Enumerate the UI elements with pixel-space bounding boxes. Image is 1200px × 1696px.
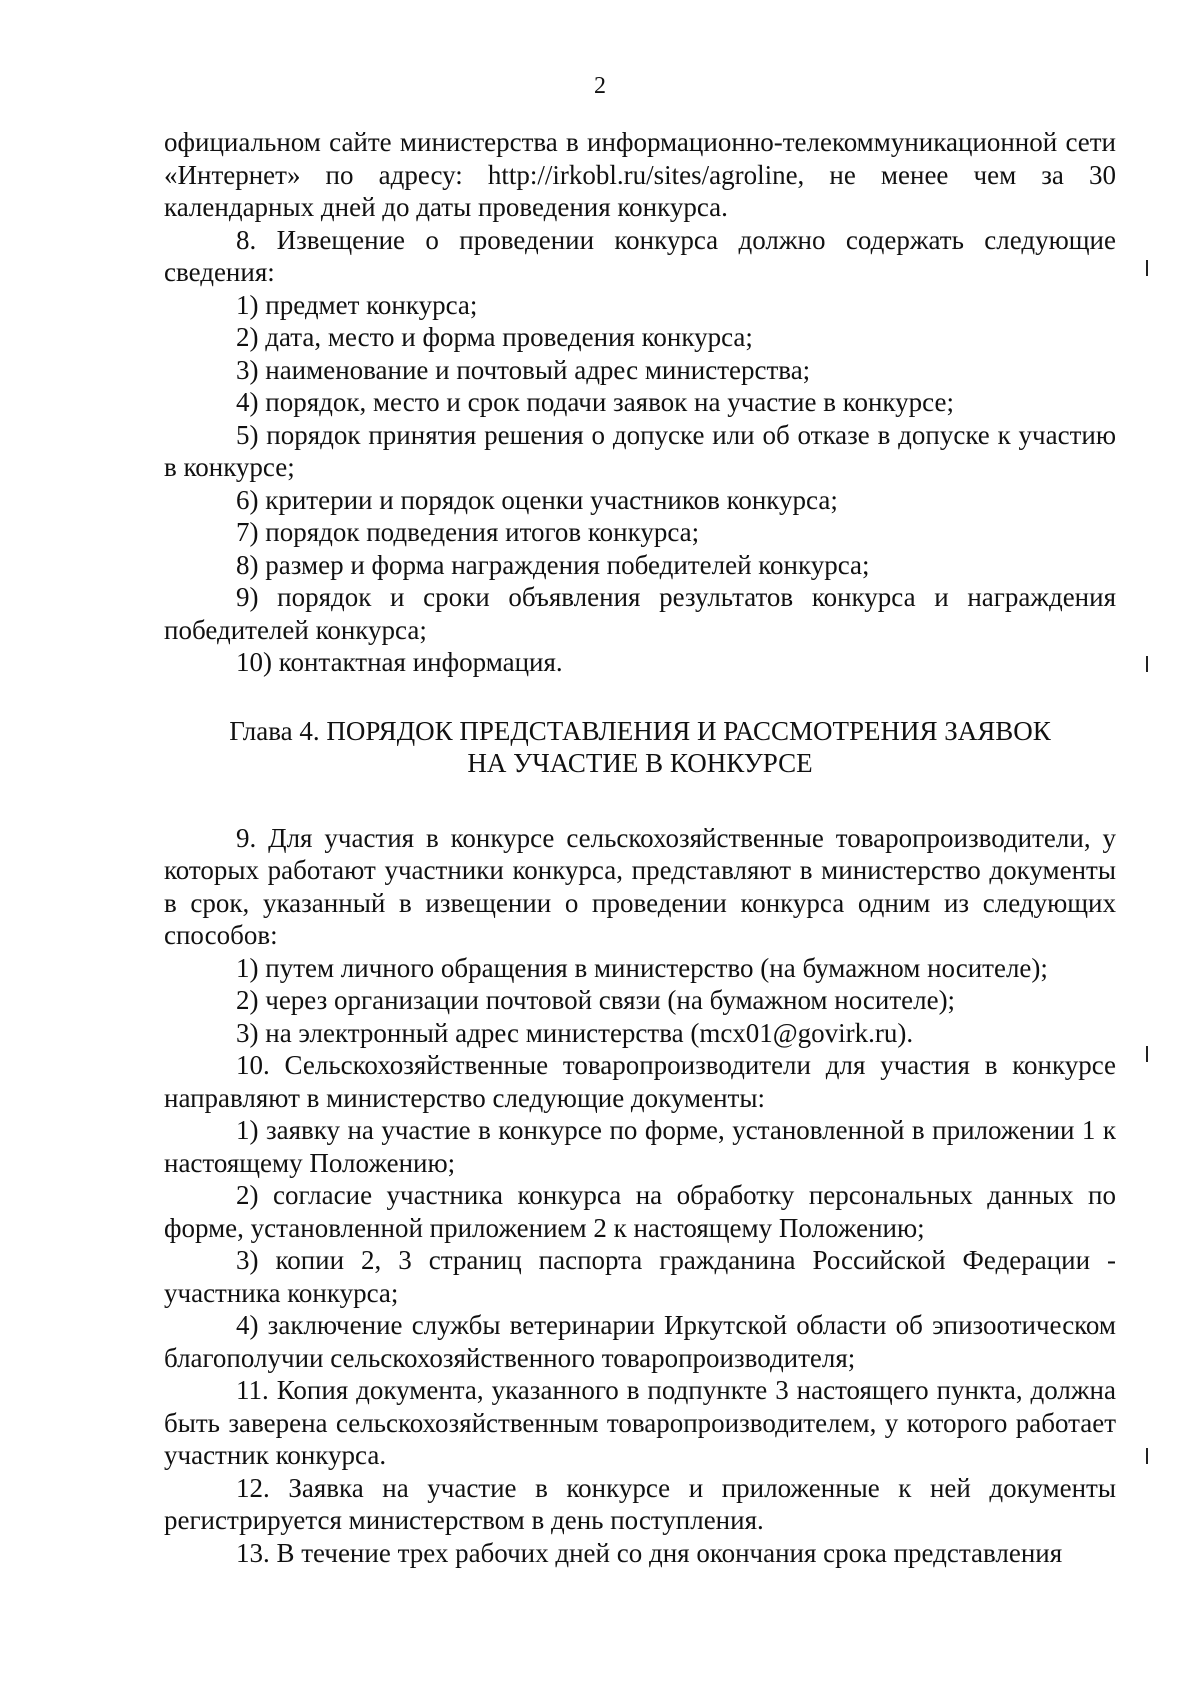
paragraph: 3) наименование и почтовый адрес министерства; (236, 354, 811, 385)
chapter-heading-line-1: Глава 4. ПОРЯДОК ПРЕДСТАВЛЕНИЯ И РАССМОТРЕНИЯ ЗАЯВОК (229, 715, 1051, 746)
chapter-heading (164, 715, 1116, 780)
paragraph: 5) порядок принятия решения о допуске или об отказе в допуске к участию в конкурсе; (164, 419, 1116, 482)
paragraph: 2) дата, место и форма проведения конкурса; (236, 322, 753, 352)
paragraph: 8. Извещение о проведении конкурса должно содержать следующие сведения: (164, 224, 1116, 287)
scan-margin-mark (1146, 1046, 1148, 1062)
paragraph: 10. Сельскохозяйственные товаропроизводители для участия в конкурсе направляют в министерство следующие документы: (164, 1050, 1116, 1113)
paragraph: 2) через организации почтовой связи (на бумажном носителе); (236, 985, 956, 1015)
scan-margin-mark (1146, 1448, 1148, 1464)
section-notice-requirements (164, 126, 1116, 679)
paragraph: 9. Для участия в конкурсе сельскохозяйственные товаропроизводители, у которых работают участники конкурса, представляют в министерство документы в срок, указанный в извещении о проведении конкурса одним из следующих способов: (164, 822, 1116, 950)
paragraph: 1) заявку на участие в конкурсе по форме, установленной в приложении 1 к настоящему Положению; (164, 1115, 1116, 1178)
paragraph: 4) порядок, место и срок подачи заявок на участие в конкурсе; (236, 387, 954, 417)
paragraph: 2) согласие участника конкурса на обработку персональных данных по форме, установленной приложением 2 к настоящему Положению; (164, 1180, 1116, 1243)
paragraph: 12. Заявка на участие в конкурсе и приложенные к ней документы регистрируется министерством в день поступления. (164, 1472, 1116, 1535)
chapter-heading-line-2: НА УЧАСТИЕ В КОНКУРСЕ (467, 748, 813, 778)
paragraph: 10) контактная информация. (236, 647, 563, 677)
paragraph: 4) заключение службы ветеринарии Иркутской области об эпизоотическом благополучии сельскохозяйственного товаропроизводителя; (164, 1310, 1116, 1373)
scan-margin-mark (1146, 260, 1148, 276)
paragraph: 3) на электронный адрес министерства (mcx01@govirk.ru). (236, 1017, 914, 1048)
page-number: 2 (594, 73, 606, 99)
paragraph: 1) предмет конкурса; (236, 289, 478, 320)
section-application-procedure (164, 822, 1116, 1570)
paragraph: 9) порядок и сроки объявления результатов конкурса и награждения победителей конкурса; (164, 582, 1116, 645)
paragraph: официальном сайте министерства в информационно-телекоммуникационной сети «Интернет» по адресу: http://irkobl.ru/sites/agroline, не менее чем за 30 календарных дней до даты проведения конкурса. (164, 127, 1116, 222)
paragraph: 6) критерии и порядок оценки участников конкурса; (236, 484, 838, 515)
paragraph: 1) путем личного обращения в министерство (на бумажном носителе); (236, 952, 1048, 983)
document-body (164, 126, 1116, 1569)
paragraph: 7) порядок подведения итогов конкурса; (236, 517, 700, 547)
paragraph: 11. Копия документа, указанного в подпункте 3 настоящего пункта, должна быть заверена сельскохозяйственным товаропроизводителем, у которого работает участник конкурса. (164, 1375, 1116, 1470)
paragraph: 8) размер и форма награждения победителей конкурса; (236, 549, 870, 580)
scan-margin-mark (1146, 656, 1148, 672)
paragraph: 3) копии 2, 3 страниц паспорта гражданина Российской Федерации - участника конкурса; (164, 1245, 1116, 1308)
paragraph: 13. В течение трех рабочих дней со дня окончания срока представления (236, 1537, 1063, 1568)
